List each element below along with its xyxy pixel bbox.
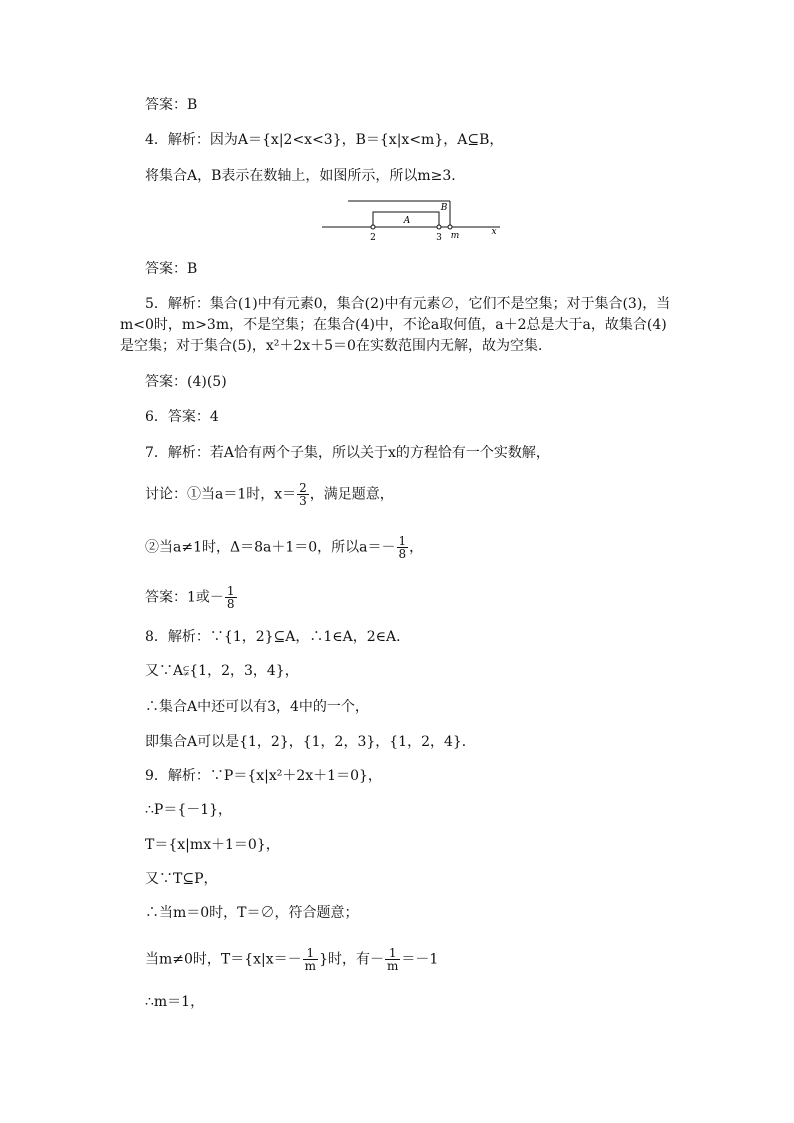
text-segment: ，满足题意， (309, 486, 394, 503)
answer-line-3: 答案：B (145, 97, 198, 113)
solution-9-line-7: ∴m＝1， (145, 994, 205, 1010)
fraction-one-over-m (303, 947, 318, 972)
solution-4-line-2: 将集合A，B表示在数轴上，如图所示，所以m≥3. (145, 168, 456, 184)
text-segment: ＝－1 (401, 951, 439, 968)
solution-9-line-6 (145, 947, 438, 972)
fraction-two-thirds (297, 482, 309, 507)
text-segment: ， (409, 539, 424, 556)
fraction-one-eighth-answer (225, 585, 237, 610)
text-segment: }时，有－ (319, 951, 384, 968)
fraction-denominator: 8 (226, 597, 235, 611)
solution-5-paragraph: 5．解析：集合(1)中有元素0，集合(2)中有元素∅，它们不是空集；对于集合(3)，当m<0时，m>3m，不是空集；在集合(4)中，不论a取何值，a＋2总是大于a，故集合(4)是空集；对于集合(5)，x²＋2x＋5＝0在实数范围内无解，故为空集． (120, 296, 671, 354)
answer-line-4: 答案：B (145, 261, 198, 277)
answer-line-6: 6．答案：4 (145, 409, 219, 425)
solution-9-line-4: 又∵T⊆P， (145, 871, 218, 887)
fraction-numerator: 1 (303, 947, 318, 960)
solution-8-line-4: 即集合A可以是{1，2}，{1，2，3}，{1，2，4}． (145, 734, 476, 750)
answer-line-7 (145, 585, 238, 610)
solution-9-line-5: ∴当m＝0时，T＝∅，符合题意； (145, 905, 359, 921)
fraction-numerator: 1 (398, 534, 407, 548)
solution-8-line-2: 又∵A⫋{1，2，3，4}， (145, 663, 299, 679)
text-segment: ②当a≠1时，Δ＝8a＋1＝0，所以a＝－ (145, 539, 396, 556)
solution-4-line-1: 4．解析：因为A＝{x|2<x<3}，B＝{x|x<m}，A⊆B， (145, 132, 504, 148)
text-segment: 答案：1或－ (145, 589, 224, 606)
text-segment: 当m≠0时，T＝{x|x＝－ (145, 951, 302, 968)
tick-label-3: 3 (436, 233, 442, 243)
point-3-open (437, 225, 441, 229)
tick-label-m: m (450, 231, 460, 241)
tick-label-2: 2 (370, 233, 376, 243)
solution-7-line-1: 7．解析：若A恰有两个子集，所以关于x的方程恰有一个实数解， (145, 445, 550, 461)
solution-8-line-1: 8．解析：∵{1，2}⊆A，∴1∈A，2∈A. (145, 629, 401, 645)
solution-7-line-3 (145, 535, 423, 560)
point-m-open (448, 225, 452, 229)
fraction-denominator: m (304, 959, 317, 973)
text-segment: 讨论：①当a＝1时，x＝ (145, 486, 297, 503)
fraction-numerator: 1 (385, 947, 400, 960)
fraction-denominator: m (386, 959, 399, 973)
answer-line-5: 答案：(4)(5) (145, 374, 227, 390)
number-line-diagram (320, 198, 510, 246)
fraction-one-over-m-b (385, 947, 400, 972)
label-b: B (440, 203, 448, 213)
fraction-denominator: 3 (299, 494, 307, 508)
axis-label-x: x (491, 227, 497, 237)
solution-9-line-2: ∴P＝{－1}， (145, 802, 233, 818)
solution-8-line-3: ∴集合A中还可以有3，4中的一个， (145, 699, 369, 715)
fraction-one-eighth (397, 535, 409, 560)
point-2-open (371, 225, 375, 229)
fraction-numerator: 1 (226, 584, 235, 598)
solution-7-line-2 (145, 482, 394, 507)
fraction-numerator: 2 (299, 481, 307, 495)
solution-9-line-1: 9．解析：∵P＝{x|x²＋2x＋1＝0}， (145, 768, 382, 784)
fraction-denominator: 8 (398, 547, 407, 561)
label-a: A (403, 216, 411, 226)
solution-9-line-3: T＝{x|mx＋1＝0}， (145, 837, 280, 853)
